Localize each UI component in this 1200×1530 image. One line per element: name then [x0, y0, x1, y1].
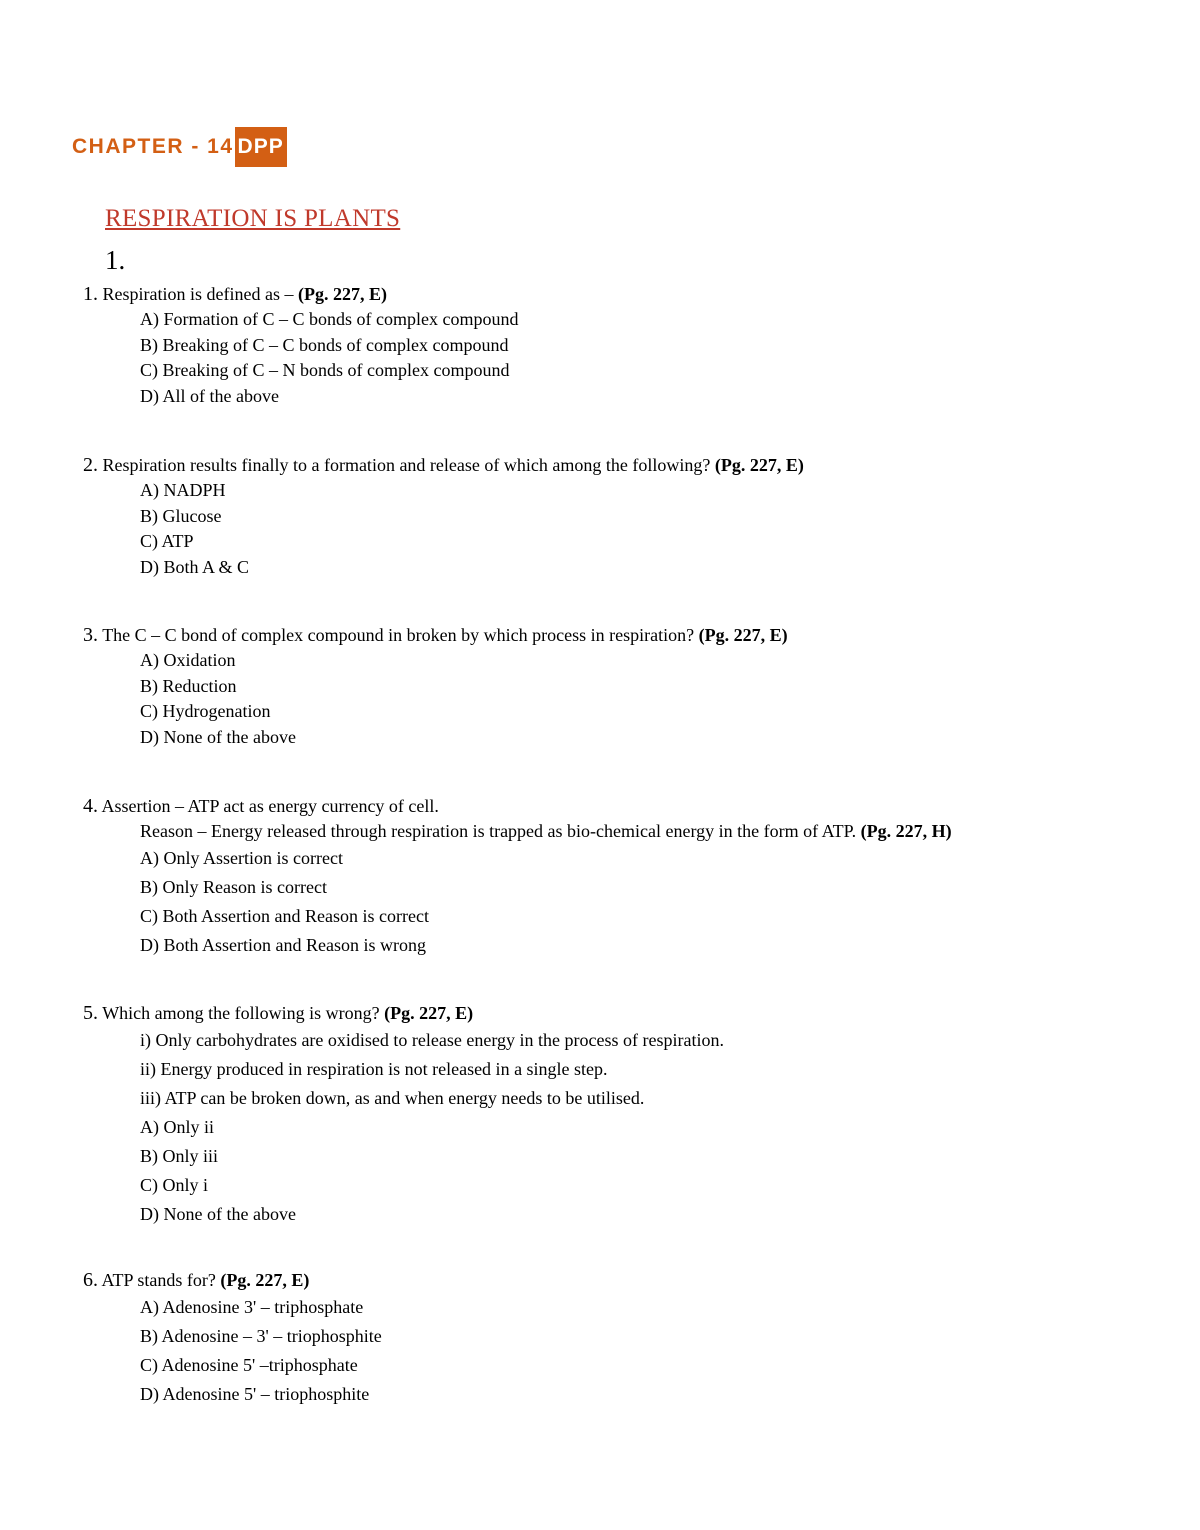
- question-1: [83, 282, 518, 409]
- question-3: [83, 623, 788, 750]
- question-text: ATP stands for?: [101, 1270, 221, 1290]
- option-d: D) Adenosine 5' – triophosphite: [140, 1384, 370, 1404]
- option-c: C) ATP: [140, 531, 194, 551]
- option-b: B) Breaking of C – C bonds of complex compound: [140, 334, 509, 355]
- question-stem: [83, 453, 804, 478]
- option-list: [83, 1113, 724, 1229]
- topic-title: RESPIRATION IS PLANTS: [105, 205, 401, 232]
- page-reference: (Pg. 227, H): [860, 821, 952, 841]
- option-a: A) Oxidation: [140, 650, 236, 670]
- page-reference: (Pg. 227, E): [220, 1270, 310, 1290]
- option-d: D) All of the above: [140, 385, 279, 406]
- option-c: C) Only i: [140, 1175, 209, 1195]
- option-b: B) Only Reason is correct: [140, 877, 327, 897]
- option-c: C) Hydrogenation: [140, 701, 271, 721]
- option-a: A) NADPH: [140, 480, 226, 500]
- question-stem: [83, 1268, 382, 1293]
- option-b: B) Adenosine – 3' – triophosphite: [140, 1326, 382, 1346]
- question-2: [83, 453, 804, 580]
- option-c: C) Breaking of C – N bonds of complex compound: [140, 360, 510, 380]
- page-reference: (Pg. 227, E): [384, 1003, 474, 1023]
- question-number: 6.: [83, 1269, 98, 1291]
- question-text: Which among the following is wrong?: [102, 1003, 385, 1023]
- question-stem: [83, 623, 788, 648]
- statement-iii: iii) ATP can be broken down, as and when energy needs to be utilised.: [140, 1088, 645, 1108]
- statement-i: i) Only carbohydrates are oxidised to release energy in the process of respiration.: [140, 1030, 724, 1050]
- question-number: 2.: [83, 454, 98, 476]
- chapter-label: CHAPTER - 14: [72, 135, 234, 158]
- option-c: C) Both Assertion and Reason is correct: [140, 906, 429, 926]
- option-list: [83, 844, 952, 960]
- option-list: [83, 307, 518, 409]
- chapter-heading: [72, 127, 287, 167]
- question-text: Respiration results finally to a formation and release of which among the following?: [102, 455, 715, 475]
- question-number: 1.: [83, 283, 98, 305]
- question-6: [83, 1268, 382, 1409]
- option-b: B) Glucose: [140, 505, 222, 526]
- option-d: D) None of the above: [140, 1204, 296, 1224]
- option-d: D) Both Assertion and Reason is wrong: [140, 935, 426, 955]
- statement-list: [83, 1026, 724, 1113]
- reason-line: [83, 819, 952, 844]
- option-a: A) Only Assertion is correct: [140, 848, 343, 868]
- option-b: B) Only iii: [140, 1146, 219, 1166]
- option-list: [83, 478, 804, 580]
- reason-text: Reason – Energy released through respiration is trapped as bio-chemical energy in the form of ATP.: [140, 821, 861, 841]
- statement-ii: ii) Energy produced in respiration is not released in a single step.: [140, 1059, 608, 1079]
- page-reference: (Pg. 227, E): [698, 625, 788, 645]
- option-list: [83, 648, 788, 750]
- question-number: 5.: [83, 1002, 98, 1024]
- option-a: A) Adenosine 3' – triphosphate: [140, 1297, 364, 1317]
- option-a: A) Formation of C – C bonds of complex compound: [140, 309, 519, 329]
- option-d: D) None of the above: [140, 726, 296, 747]
- option-c: C) Adenosine 5' –triphosphate: [140, 1355, 358, 1375]
- dpp-badge: DPP: [235, 127, 287, 167]
- option-d: D) Both A & C: [140, 556, 250, 577]
- question-4: [83, 794, 952, 960]
- page-reference: (Pg. 227, E): [297, 284, 387, 304]
- question-text: The C – C bond of complex compound in broken by which process in respiration?: [102, 625, 699, 645]
- question-number: 4.: [83, 795, 98, 817]
- question-5: [83, 1001, 724, 1229]
- option-list: [83, 1293, 382, 1409]
- question-stem: [83, 794, 952, 819]
- list-marker: 1.: [105, 245, 126, 275]
- question-number: 3.: [83, 624, 98, 646]
- question-stem: [83, 1001, 724, 1026]
- assertion-text: Assertion – ATP act as energy currency of cell.: [101, 796, 439, 816]
- page-reference: (Pg. 227, E): [714, 455, 804, 475]
- question-stem: [83, 282, 518, 307]
- question-text: Respiration is defined as –: [102, 284, 298, 304]
- option-a: A) Only ii: [140, 1117, 214, 1137]
- option-b: B) Reduction: [140, 675, 237, 696]
